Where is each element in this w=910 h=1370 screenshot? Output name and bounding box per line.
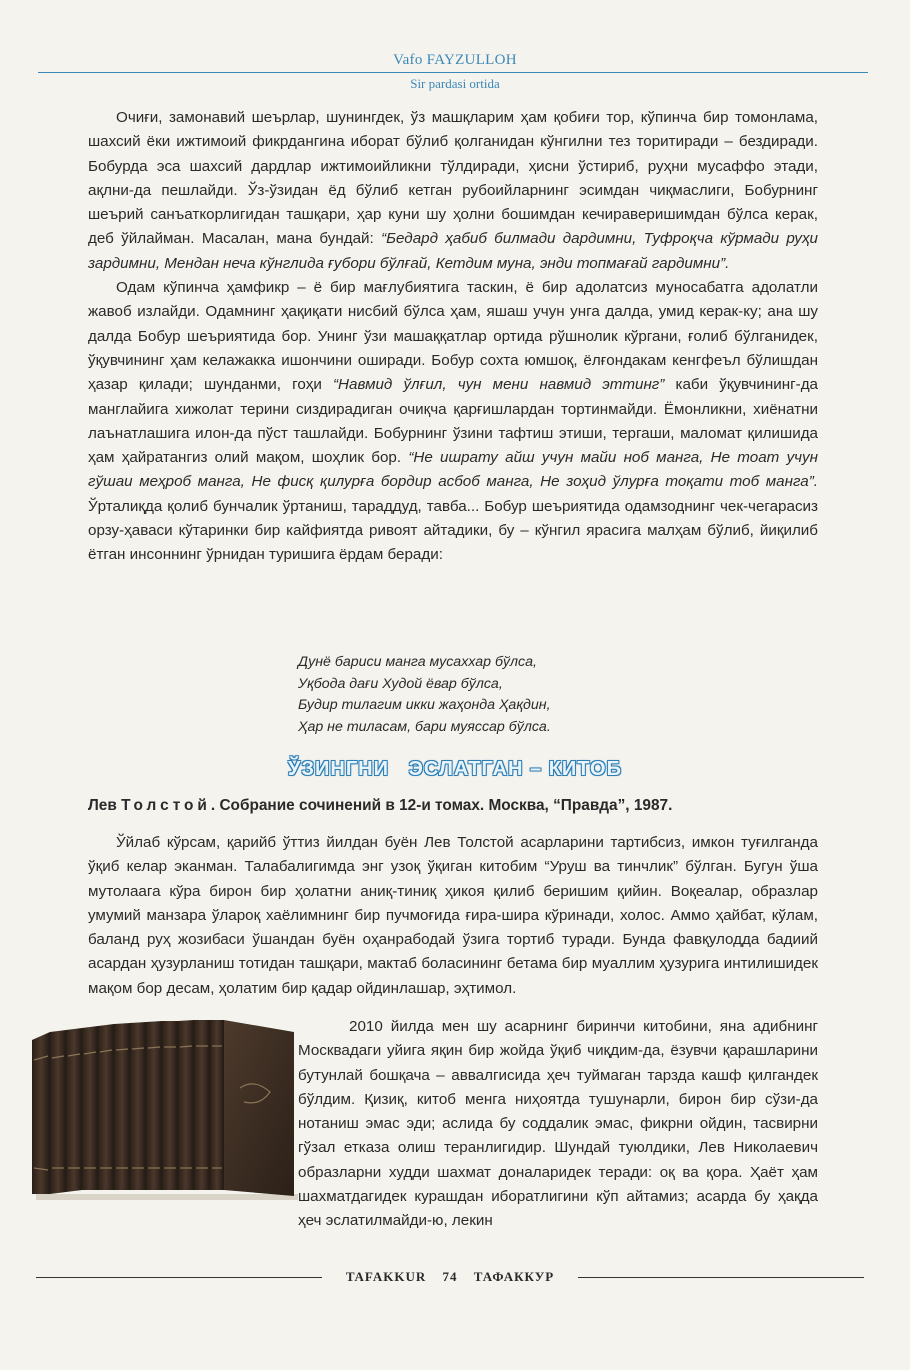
footer	[322, 1269, 578, 1285]
bibliography-line: Лев Толстой. Собрание сочинений в 12-и томах. Москва, “Правда”, 1987.	[88, 797, 673, 814]
poem-line: Дунё бариси манга мусаххар бўлса,	[298, 654, 537, 670]
footer-journal-cyrillic: ТАФАККУР	[473, 1269, 555, 1284]
quote-rubai-1: “Бедард ҳабиб билмади дардимни, Туфроқча кўрмади руҳи зардимни, Мендан неча кўнглида ғубори бўлғай, Кетдим муна, энди топмағай гардимни”.	[88, 230, 818, 272]
footer-journal-latin: TAFAKKUR	[345, 1269, 427, 1284]
poem-line: Будир тилагим икки жаҳонда Ҳақдин,	[298, 697, 551, 713]
section2-paragraph-2: 2010 йилда мен шу асарнинг биринчи китобини, яна адибнинг Москвадаги уйига яқин бир жойда ўқиб чиқдим-да, ёзувчи қарашларини бутунлай бошқача – аввалгисида ҳеч туймаган тарзда кашф қилгандек бўлдим. Қизиқ, китоб менга ниҳоятда тушунарли, бирон бир сўзи-да нотаниш эмас эди; аслида бу соддалик эмас, фикрни ойдин, тасвирни гўзал етказа олиш теранлигидир. Шундай туюлдики, Лев Николаевич образларни худди шахмат доналаридек теради: оқ ва қора. Ҳаёт ҳам шахматдагидек курашдан иборатлигини кўп айтамиз; асарда бу ҳақда ҳеч эслатилмайди-ю, лекин	[298, 1018, 818, 1230]
section-title: ЎЗИНГНИ ЭСЛАТГАН – КИТОБ	[288, 758, 622, 780]
footer-rule-left	[36, 1277, 322, 1278]
paragraph-2: Одам кўпинча ҳамфикр – ё бир мағлубиятига таскин, ё бир адолатсиз муносабатга адолатли жавоб излайди. Одамнинг ҳақиқати нисбий бўлса ҳам, яшаш учун унга далда, умид керак-ку; ана шу далда Бобур шеъриятида бор. Унинг ўзи машаққатлар ортида рўшнолик кўргани, ғолиб бўлганидек, ўқувчининг ҳам келажакка ишончини оширади. Бобур сохта юмшоқ, ёлғондакам кенгфеъл бўлишдан ҳазар қилади; шунданми, гоҳи “Навмид ўлғил, чун мени навмид эттинг” каби ўқувчининг-да манглайига хижолат терини сиздирадиган очиқча қарғишлардан тортинмайди. Ёмонликни, хиёнатни лаънатлашига илон-да пўст ташлайди. Бобурнинг ўзини тафтиш этиши, тергаши, маломат қилишида ҳам ҳайратангиз олий мақом, шоҳлик бор. “Не ишрату айш учун майи ноб манга, Не тоат учун гўшаи меҳроб манга, Не фисқ қилурға бордир асбоб манга, Не зоҳид ўлурға тоқати тоб манга”. Ўрталиқда қолиб бунчалик ўртаниш, тараддуд, тавба... Бобур шеъриятида одамзоднинг чек-чегарасиз орзу-ҳаваси кўтаринки бир кайфиятда ривоят айтадики, бу – кўнгил ярасига малҳам бўлиб, йиқилиб ётган инсоннинг ўрнидан туришига ёрдам беради:	[88, 279, 819, 564]
quote-line: “Навмид ўлғил, чун мени навмид эттинг”	[333, 376, 665, 394]
footer-rule-right	[578, 1277, 864, 1278]
poem-block	[298, 652, 551, 738]
page-number: 74	[442, 1269, 458, 1284]
section2-paragraph-1: Ўйлаб кўрсам, қарийб ўттиз йилдан буён Лев Толстой асарларини тартибсиз, имкон туғилганда ўқиб келар эканман. Талабалигимда энг узоқ ўқиган китобим “Уруш ва тинчлик” бўлган. Бугун ўша мутолаага кўра бирон бир ҳолатни аниқ-тиниқ ҳикоя қилиб беришим қийин. Воқеалар, образлар умумий манзара ўлароқ хаёлимнинг бир пучмоғида ғира-шира кўринади, холос. Аммо ҳайбат, кўлам, баланд руҳ жозибаси ўшандан буён оҳанрабодай ўзига тортиб туради. Бунда фавқулодда бадиий асардан ҳузурланиш тотидан ташқари, мактаб боласининг бетама бир муаллим ҳузурига интилишидек мақом бор десам, ҳолатим бир қадар ойдинлашар, эҳтимол.	[88, 834, 818, 997]
author-name-spaced: Толстой	[121, 797, 211, 814]
running-header-subtitle: Sir pardasi ortida	[410, 76, 500, 91]
poem-line: Ҳар не тиласам, бари муяссар бўлса.	[298, 718, 551, 735]
header-rule	[38, 72, 868, 73]
paragraph-1: Очиғи, замонавий шеърлар, шунингдек, ўз машқларим ҳам қобиғи тор, кўпинча бир томонлама, шахсий ёки ижтимоий фикрдангина иборат бўлиб қолганидан кўнгилни тез торитиради – бездиради. Бобурда эса шахсий дардлар ижтимоийликни тўлдиради, ҳисни ўстириб, руҳни мусаффо этади, ақлни-да пешлайди. Ўз-ўзидан ёд бўлиб кетган рубоийларнинг эсимдан чиқмаслиги, Бобурнинг шеърий санъаткорлигидан ташқари, ҳар куни шу ҳолни бошимдан кечираверишимдан бўлса керак, деб ўйлайман. Масалан, мана бундай: “Бедард ҳабиб билмади дардимни, Туфроқча кўрмади руҳи зардимни, Мендан неча кўнглида ғубори бўлғай, Кетдим муна, энди топмағай гардимни”.	[88, 109, 818, 272]
running-header-author: Vafo FAYZULLOH	[393, 52, 517, 68]
quote-rubai-2: “Не ишрату айш учун майи ноб манга, Не тоат учун гўшаи меҳроб манга, Не фисқ қилурға бордир асбоб манга, Не зоҳид ўлурға тоқати тоб манга”.	[88, 449, 818, 491]
section1-body	[88, 106, 818, 568]
poem-line: Уқбода дағи Худой ёвар бўлса,	[298, 675, 503, 692]
